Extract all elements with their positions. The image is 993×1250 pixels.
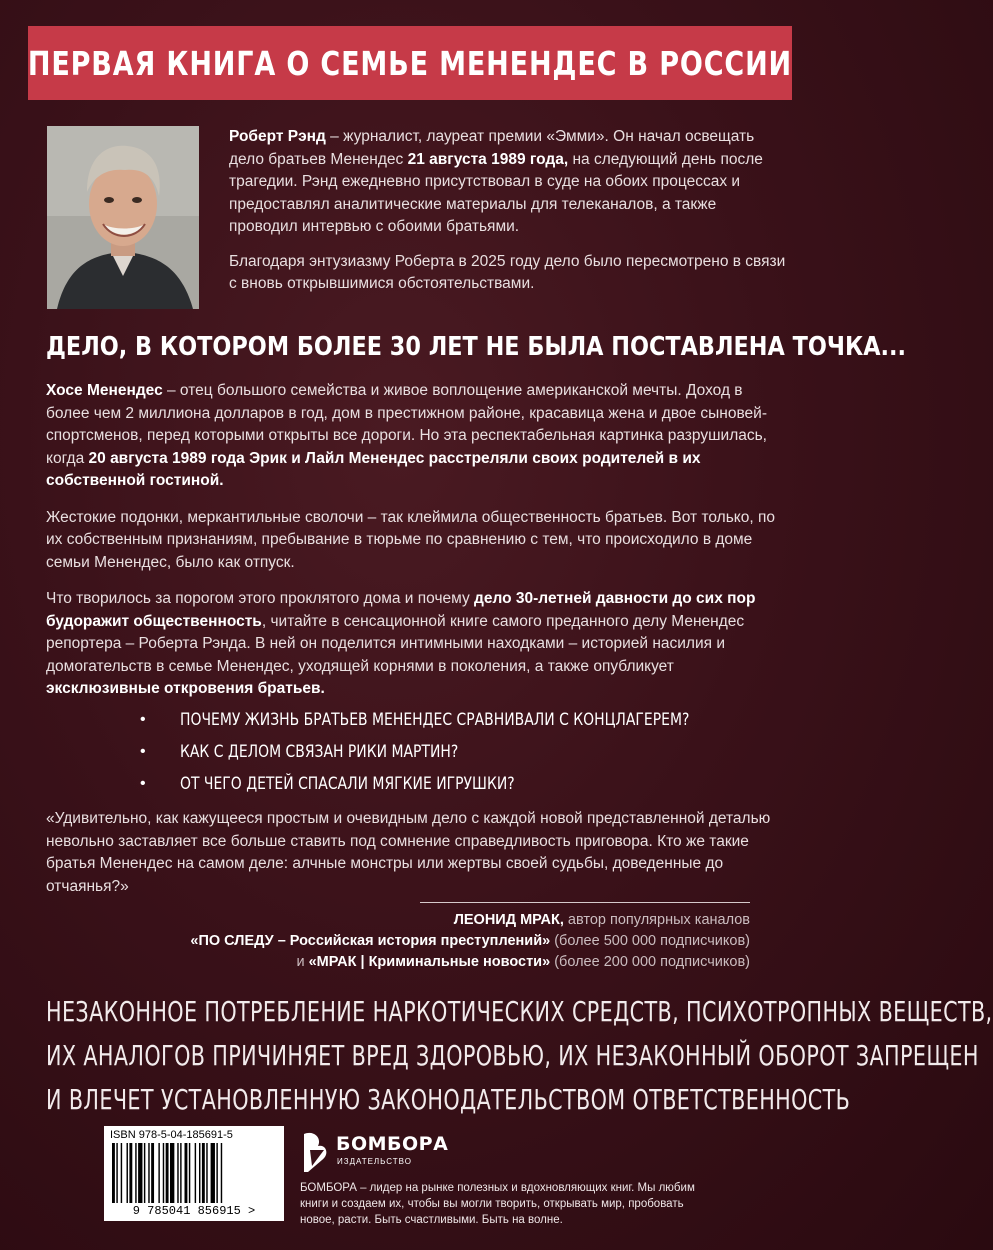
review-quote: «Удивительно, как кажущееся простым и очевидным дело с каждой новой представленной деталью невольно заставляет все больше ставить под сомнение справедливость приговора. Кто же такие братья Менендес на самом деле: алчные монстры или жертвы своей судьбы, доведенные до отчаянья?» <box>46 810 771 895</box>
description-paragraph-2: Жестокие подонки, меркантильные сволочи – так клеймила общественность братьев. Вот только, по их собственным признаниям, пребывание в тюрьме по сравнению с тем, что происходило в доме семьи Менендес, было как отпуск. <box>46 508 775 571</box>
channel-name-1: «ПО СЛЕДУ – Российская история преступлений» <box>190 933 551 949</box>
barcode-bar <box>216 1143 217 1203</box>
list-item-text: ОТ ЧЕГО ДЕТЕЙ СПАСАЛИ МЯГКИЕ ИГРУШКИ? <box>180 774 515 794</box>
reviewer-role: автор популярных каналов <box>563 912 750 928</box>
barcode-bar <box>144 1143 145 1203</box>
barcode-bar <box>177 1143 178 1203</box>
description-paragraph-1 <box>46 380 786 493</box>
publisher-subtitle: ИЗДАТЕЛЬСТВО <box>337 1157 412 1166</box>
attribution-line-1 <box>50 910 750 931</box>
barcode-bar <box>211 1143 215 1203</box>
barcode-bar <box>121 1143 122 1203</box>
barcode-bars-icon <box>112 1143 276 1203</box>
list-item <box>140 736 740 768</box>
description-text-3b: , читайте в сенсационной книге самого преданного делу Менендес репортера – Роберта Рэнда. В ней он поделится интимными находками – историей насилия и домогательств в семье Менендес, уходящей корнями в поколения, а также опубликует <box>46 612 745 675</box>
barcode-bar <box>138 1143 142 1203</box>
barcode-bar <box>116 1143 117 1203</box>
divider <box>420 902 750 903</box>
attribution-line-3 <box>50 952 750 973</box>
barcode-bar <box>180 1143 181 1203</box>
author-portrait-icon <box>47 126 199 309</box>
case-heading: ДЕЛО, В КОТОРОМ БОЛЕЕ 30 ЛЕТ НЕ БЫЛА ПОСТАВЛЕНА ТОЧКА... <box>46 332 907 362</box>
legal-warning <box>46 990 993 1122</box>
bullet-icon: • <box>140 775 146 792</box>
description-bold: 20 августа 1989 года Эрик и Лайл Менендес расстреляли своих родителей в их собственной гостиной. <box>46 449 701 489</box>
reviewer-name: ЛЕОНИД МРАК, <box>453 912 564 928</box>
publisher-description: БОМБОРА – лидер на рынке полезных и вдохновляющих книг. Мы любим книги и создаем их, чтобы вы могли творить, открывать мир, пробовать новое, расти. Быть счастливыми. Быть на волне. <box>300 1182 695 1226</box>
author-bio-paragraph <box>229 126 789 239</box>
channel-name-2: «МРАК | Криминальные новости» <box>308 954 551 970</box>
bullet-icon: • <box>140 711 146 728</box>
bullet-icon: • <box>140 743 146 760</box>
barcode-bar <box>127 1143 128 1203</box>
description <box>46 380 786 715</box>
warning-line: ИХ АНАЛОГОВ ПРИЧИНЯЕТ ВРЕД ЗДОРОВЬЮ, ИХ НЕЗАКОННЫЙ ОБОРОТ ЗАПРЕЩЕН <box>46 1039 979 1072</box>
barcode-bar <box>166 1143 169 1203</box>
barcode-digits: 9 785041 856915 > <box>132 1204 256 1218</box>
author-photo <box>47 126 199 309</box>
barcode-bar <box>189 1143 190 1203</box>
author-name: Роберт Рэнд <box>229 128 326 145</box>
publisher-name: БОМБОРА <box>336 1133 449 1155</box>
barcode-bar <box>163 1143 164 1203</box>
author-bio-paragraph-2: Благодаря энтузиазму Роберта в 2025 году дело было пересмотрено в связи с вновь открывшимися обстоятельствами. <box>229 252 786 292</box>
question-list <box>140 704 740 800</box>
barcode-bar <box>170 1143 174 1203</box>
description-bold-3b: эксклюзивные откровения братьев. <box>46 680 325 697</box>
author-bio-date: 21 августа 1989 года, <box>407 150 569 168</box>
author-bio-text: – журналист, лауреат премии «Эмми». Он начал освещать дело братьев Менендес <box>229 128 755 168</box>
quote-attribution <box>50 910 750 973</box>
banner-title: ПЕРВАЯ КНИГА О СЕМЬЕ МЕНЕНДЕС В РОССИИ <box>27 43 793 83</box>
barcode <box>104 1126 284 1221</box>
description-text-3a: Что творилось за порогом этого проклятого дома и почему <box>46 590 475 607</box>
channel-subscribers-2: (более 200 000 подписчиков) <box>550 954 750 970</box>
barcode-bar <box>199 1143 200 1203</box>
list-item-text: ПОЧЕМУ ЖИЗНЬ БРАТЬЕВ МЕНЕНДЕС СРАВНИВАЛИ С КОНЦЛАГЕРЕМ? <box>180 710 690 730</box>
barcode-bar <box>185 1143 188 1203</box>
description-text: – отец большого семейства и живое воплощение американской мечты. Доход в более чем 2 миллиона долларов в год, дом в престижном районе, красавица жена и двое сыновей-спортсменов, перед которыми открыты все дороги. Но эта респектабельная картинка разрушилась, когда <box>46 382 767 467</box>
warning-line: НЕЗАКОННОЕ ПОТРЕБЛЕНИЕ НАРКОТИЧЕСКИХ СРЕДСТВ, ПСИХОТРОПНЫХ ВЕЩЕСТВ, <box>46 995 993 1028</box>
list-item <box>140 704 740 736</box>
barcode-bar <box>112 1143 115 1203</box>
barcode-bar <box>151 1143 154 1203</box>
barcode-bar <box>195 1143 196 1203</box>
top-banner <box>28 26 792 100</box>
barcode-bar <box>158 1143 159 1203</box>
barcode-bar <box>202 1143 205 1203</box>
attribution-line-2 <box>50 931 750 952</box>
isbn-label: ISBN 978-5-04-185691-5 <box>110 1129 233 1141</box>
list-item-text: КАК С ДЕЛОМ СВЯЗАН РИКИ МАРТИН? <box>180 742 459 762</box>
barcode-bar <box>135 1143 136 1203</box>
jose-name: Хосе Менендес <box>46 382 163 399</box>
author-bio <box>229 126 789 308</box>
channel-subscribers-1: (более 500 000 подписчиков) <box>550 933 750 949</box>
list-item <box>140 768 740 800</box>
barcode-bar <box>206 1143 207 1203</box>
barcode-bar <box>129 1143 132 1203</box>
author-bio-text-2: на следующий день после трагедии. Рэнд ежедневно присутствовал в суде на обоих процессах и предоставлял аналитические материалы для телеканалов, а также проводил интервью с обоими братьями. <box>229 150 763 235</box>
description-paragraph-3 <box>46 588 786 701</box>
warning-line: И ВЛЕЧЕТ УСТАНОВЛЕННУЮ ЗАКОНОДАТЕЛЬСТВОМ ОТВЕТСТВЕННОСТЬ <box>46 1083 851 1116</box>
barcode-bar <box>221 1143 222 1203</box>
attribution-conjunction: и <box>296 954 309 970</box>
description-bold-3a: дело 30-летней давности до сих пор будоражит общественность <box>46 590 756 630</box>
barcode-bar <box>148 1143 149 1203</box>
